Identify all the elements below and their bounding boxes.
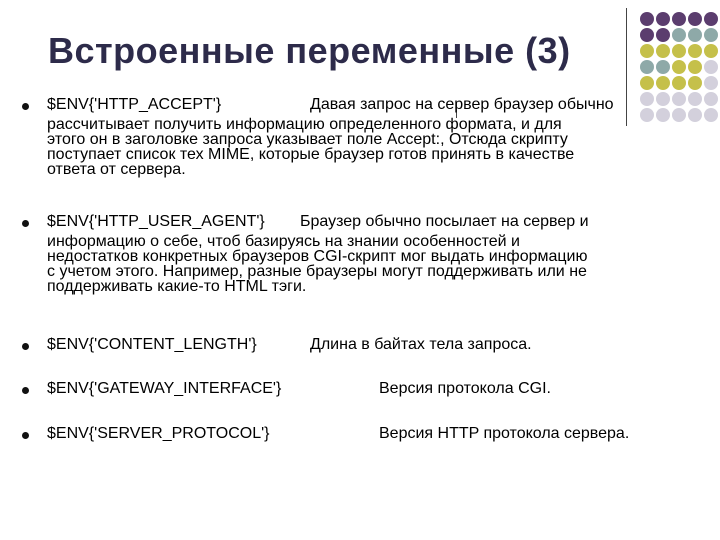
decorative-dot bbox=[672, 44, 686, 58]
decorative-dot bbox=[688, 12, 702, 26]
bullet-icon bbox=[22, 343, 29, 350]
decorative-dot bbox=[672, 92, 686, 106]
decorative-dot bbox=[704, 108, 718, 122]
description-line: поступает список тех MIME, которые браузер готов принять в качестве bbox=[47, 146, 575, 163]
decorative-dot bbox=[688, 44, 702, 58]
decorative-dot bbox=[640, 108, 654, 122]
decorative-dot bbox=[688, 28, 702, 42]
decorative-dot bbox=[672, 76, 686, 90]
bullet-icon bbox=[22, 220, 29, 227]
decorative-dot bbox=[656, 92, 670, 106]
decorative-dot bbox=[688, 76, 702, 90]
slide-title: Встроенные переменные (3) bbox=[48, 30, 571, 71]
decorative-dot bbox=[704, 92, 718, 106]
decorative-dot bbox=[640, 60, 654, 74]
variable-name: $ENV{'GATEWAY_INTERFACE'} bbox=[47, 380, 282, 397]
decorative-dot bbox=[656, 28, 670, 42]
decorative-dot bbox=[704, 28, 718, 42]
decorative-dot bbox=[656, 44, 670, 58]
decorative-dot bbox=[688, 108, 702, 122]
decorative-dot bbox=[640, 76, 654, 90]
decorative-dot bbox=[672, 60, 686, 74]
description-line: информацию о себе, чтоб базируясь на знании особенностей и bbox=[47, 233, 520, 250]
variable-name: $ENV{'HTTP_ACCEPT'} bbox=[47, 96, 222, 113]
decorative-dot bbox=[704, 44, 718, 58]
variable-description: Давая запрос на сервер браузер обычно bbox=[310, 96, 614, 113]
decorative-dot bbox=[656, 108, 670, 122]
divider-vertical bbox=[626, 8, 627, 126]
description-line: ответа от сервера. bbox=[47, 161, 186, 178]
decorative-dot bbox=[640, 12, 654, 26]
decorative-dot bbox=[672, 108, 686, 122]
decorative-dot bbox=[704, 12, 718, 26]
description-line: поддерживать какие-то HTML тэги. bbox=[47, 278, 307, 295]
decorative-dot bbox=[688, 92, 702, 106]
variable-name: $ENV{'SERVER_PROTOCOL'} bbox=[47, 425, 270, 442]
decorative-dot bbox=[672, 12, 686, 26]
variable-name: $ENV{'CONTENT_LENGTH'} bbox=[47, 336, 257, 353]
variable-description: Версия HTTP протокола сервера. bbox=[379, 425, 630, 442]
decorative-dot bbox=[656, 12, 670, 26]
decorative-dot bbox=[640, 92, 654, 106]
decorative-dot-grid bbox=[640, 12, 720, 122]
decorative-dot bbox=[656, 76, 670, 90]
decorative-dot bbox=[672, 28, 686, 42]
decorative-dot bbox=[688, 60, 702, 74]
description-line: с учетом этого. Например, разные браузеры могут поддерживать или не bbox=[47, 263, 587, 280]
bullet-icon bbox=[22, 387, 29, 394]
variable-description: Браузер обычно посылает на сервер и bbox=[300, 213, 589, 230]
decorative-dot bbox=[640, 44, 654, 58]
description-line: рассчитывает получить информацию определенного формата, и для bbox=[47, 116, 562, 133]
description-line: этого он в заголовке запроса указывает поле Accept:, Отсюда скрипту bbox=[47, 131, 568, 148]
decorative-dot bbox=[704, 76, 718, 90]
variable-description: Длина в байтах тела запроса. bbox=[310, 336, 532, 353]
description-line: недостатков конкретных браузеров CGI-скрипт мог выдать информацию bbox=[47, 248, 588, 265]
bullet-icon bbox=[22, 432, 29, 439]
variable-description: Версия протокола CGI. bbox=[379, 380, 551, 397]
decorative-dot bbox=[640, 28, 654, 42]
variable-name: $ENV{'HTTP_USER_AGENT'} bbox=[47, 213, 265, 230]
decorative-dot bbox=[704, 60, 718, 74]
decorative-dot bbox=[656, 60, 670, 74]
bullet-icon bbox=[22, 103, 29, 110]
